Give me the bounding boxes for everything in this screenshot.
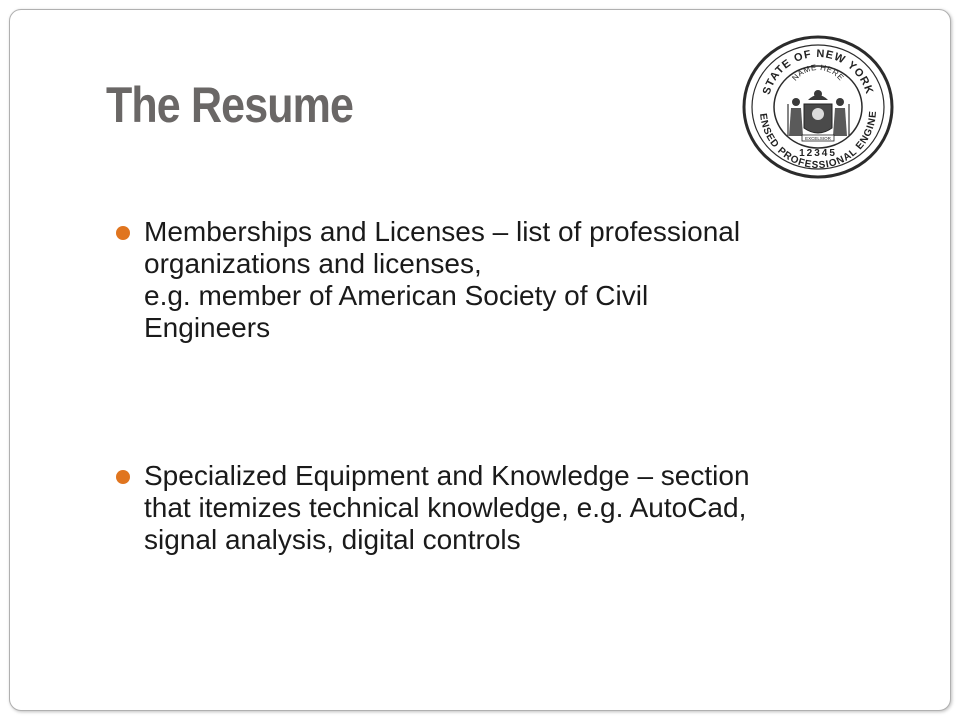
slide-title: The Resume (106, 77, 354, 133)
svg-text:EXCELSIOR: EXCELSIOR (805, 136, 831, 141)
bullet-text-line: Specialized Equipment and Knowledge – section (144, 460, 750, 491)
bullet-text-line: organizations and licenses, (144, 248, 482, 279)
svg-text:STATE OF NEW YORK: STATE OF NEW YORK (760, 47, 876, 97)
bullet-text-line: that itemizes technical knowledge, e.g. AutoCad, (144, 492, 747, 523)
bullet-dot-icon (116, 226, 130, 240)
svg-text:NAME HERE: NAME HERE (790, 62, 846, 83)
bullet-memberships (116, 216, 916, 344)
bullet-dot-icon (116, 470, 130, 484)
bullet-text-line: signal analysis, digital controls (144, 524, 521, 555)
svg-text:12345: 12345 (799, 148, 837, 159)
bullet-text-line: Memberships and Licenses – list of professional (144, 216, 741, 247)
bullet-text-line: Engineers (144, 312, 271, 343)
bullet-text-line: e.g. member of American Society of Civil (144, 280, 649, 311)
bullet-specialized-equipment (116, 460, 916, 556)
svg-text:LICENSED PROFESSIONAL ENGINEER: ENSED PROFESSIONAL ENGINE (757, 110, 880, 172)
bullet-list (116, 216, 916, 556)
engineer-seal-icon (738, 32, 898, 182)
